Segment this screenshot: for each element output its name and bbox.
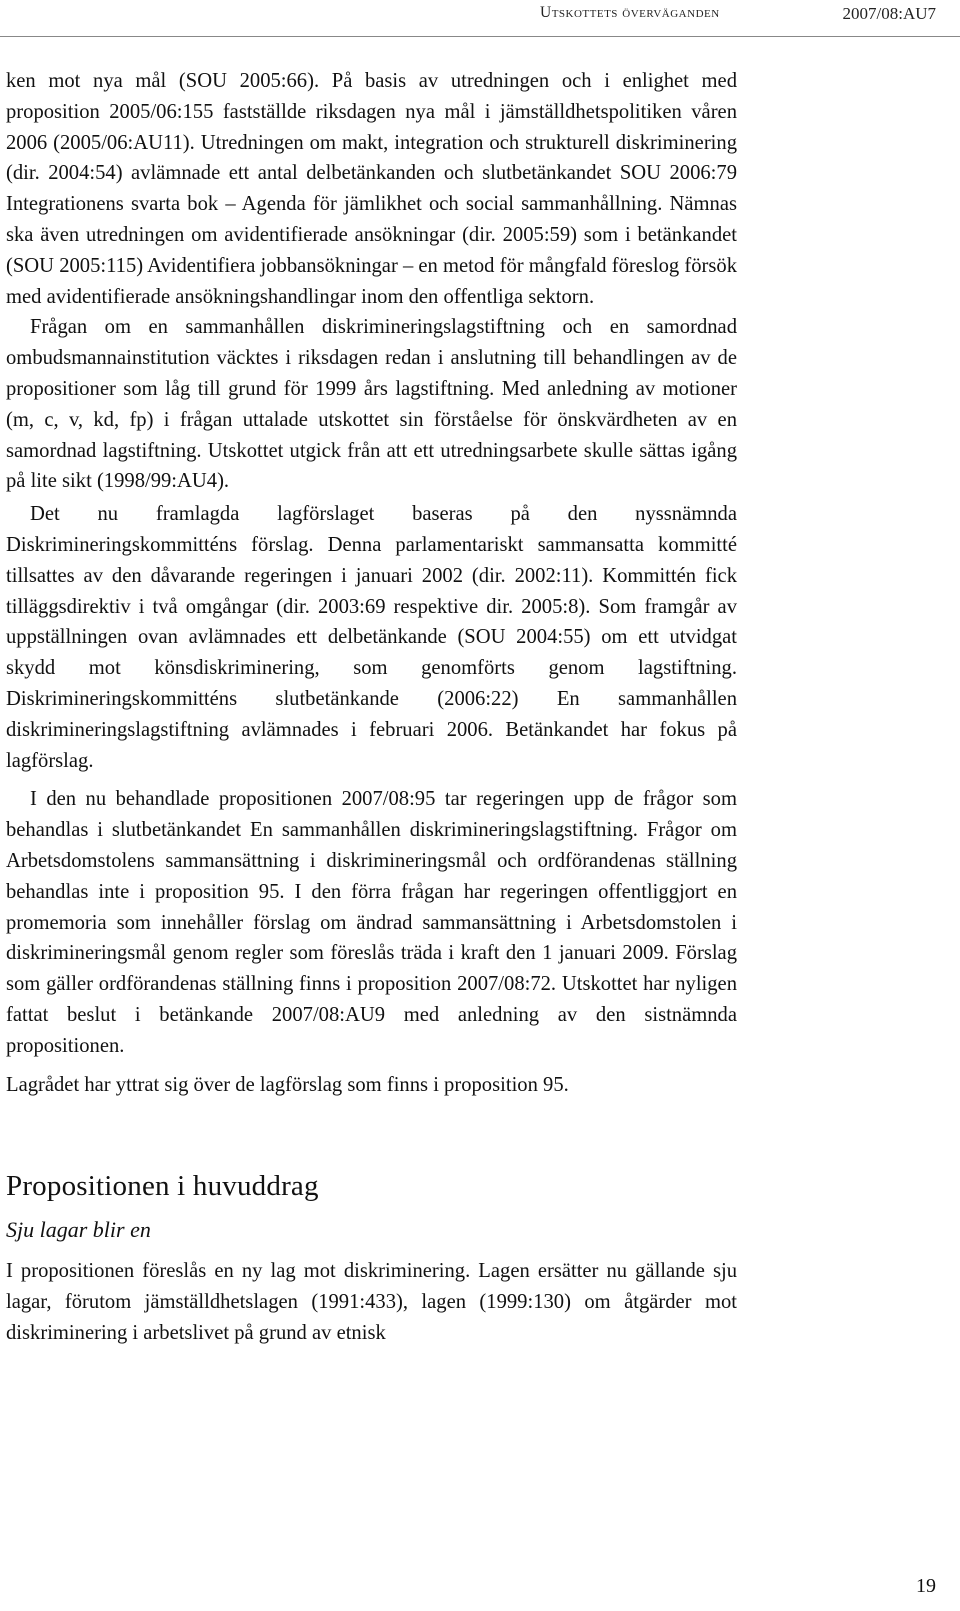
paragraph-2: Frågan om en sammanhållen diskrimineringslagstiftning och en samordnad ombudsmannainstitution väcktes i riksdagen redan i anslutning till behandlingen av de propositioner som låg till grund för 1999 års lagstiftning. Med anledning av motioner (m, c, v, kd, fp) i frågan uttalade utskottet sin förståelse för önskvärdheten av en samordnad lagstiftning. Utskottet utgick från att ett utredningsarbete skulle sättas igång på lite sikt (1998/99:AU4).	[6, 316, 737, 493]
paragraph-5: Lagrådet har yttrat sig över de lagförslag som finns i proposition 95.	[6, 1073, 569, 1096]
paragraph-3: Det nu framlagda lagförslaget baseras på den nyssnämnda Diskrimineringskommitténs förslag. Denna parlamentariskt sammansatta kommitté tillsattes av den dåvarande regeringen i januari 2002 (dir. 2002:11). Kommittén fick tilläggsdirektiv i två omgångar (dir. 2003:69 respektive dir. 2005:8). Som framgår av uppställningen ovan avlämnades ett delbetänkande (SOU 2004:55) om ett utvidgat skydd mot könsdiskriminering, som genomförts genom lagstiftning. Diskrimineringskommitténs slutbetänkande (2006:22) En sammanhållen diskrimineringslagstiftning avlämnades i februari 2006. Betänkandet har fokus på lagförslag.	[6, 503, 737, 772]
running-head-document-number: 2007/08:AU7	[842, 4, 936, 23]
page-number: 19	[916, 1575, 936, 1597]
paragraph-1: ken mot nya mål (SOU 2005:66). På basis av utredningen och i enlighet med proposition 2005/06:155 fastställde riksdagen nya mål i jämställdhetspolitiken våren 2006 (2005/06:AU11). Utredningen om makt, integration och strukturell diskriminering (dir. 2004:54) avlämnade ett antal delbetänkanden och slutbetänkandet SOU 2006:79 Integrationens svarta bok – Agenda för jämlikhet och social sammanhållning. Nämnas ska även utredningen om avidentifierade ansökningar (dir. 2005:59) som i betänkandet (SOU 2005:115) Avidentifiera jobbansökningar – en metod för mångfald föreslog försök med avidentifierade ansökningshandlingar inom den offentliga sektorn.	[6, 70, 737, 308]
page-body	[6, 66, 737, 1349]
paragraph-6: I propositionen föreslås en ny lag mot diskriminering. Lagen ersätter nu gällande sju lagar, förutom jämställdhetslagen (1991:433), lagen (1999:130) om åtgärder mot diskriminering i arbetslivet på grund av etnisk	[6, 1260, 737, 1344]
paragraph-4: I den nu behandlade propositionen 2007/08:95 tar regeringen upp de frågor som behandlas i slutbetänkandet En sammanhållen diskrimineringslagstiftning. Frågor om Arbetsdomstolens sammansättning i diskrimineringsmål och ordförandenas ställning behandlas inte i proposition 95. I den förra frågan har regeringen offentliggjort en promemoria som innehåller förslag om ändrad sammansättning i Arbetsdomstolen i diskrimineringsmål genom regler som föreslås träda i kraft den 1 januari 2009. Förslag som gäller ordförandenas ställning finns i proposition 2007/08:72. Utskottet har nyligen fattat beslut i betänkande 2007/08:AU9 med anledning av den sistnämnda propositionen.	[6, 788, 737, 1057]
section-heading: Propositionen i huvuddrag	[6, 1170, 319, 1203]
header-rule	[0, 36, 960, 37]
subheading: Sju lagar blir en	[6, 1217, 151, 1243]
running-head-section: Utskottets överväganden	[540, 4, 720, 21]
